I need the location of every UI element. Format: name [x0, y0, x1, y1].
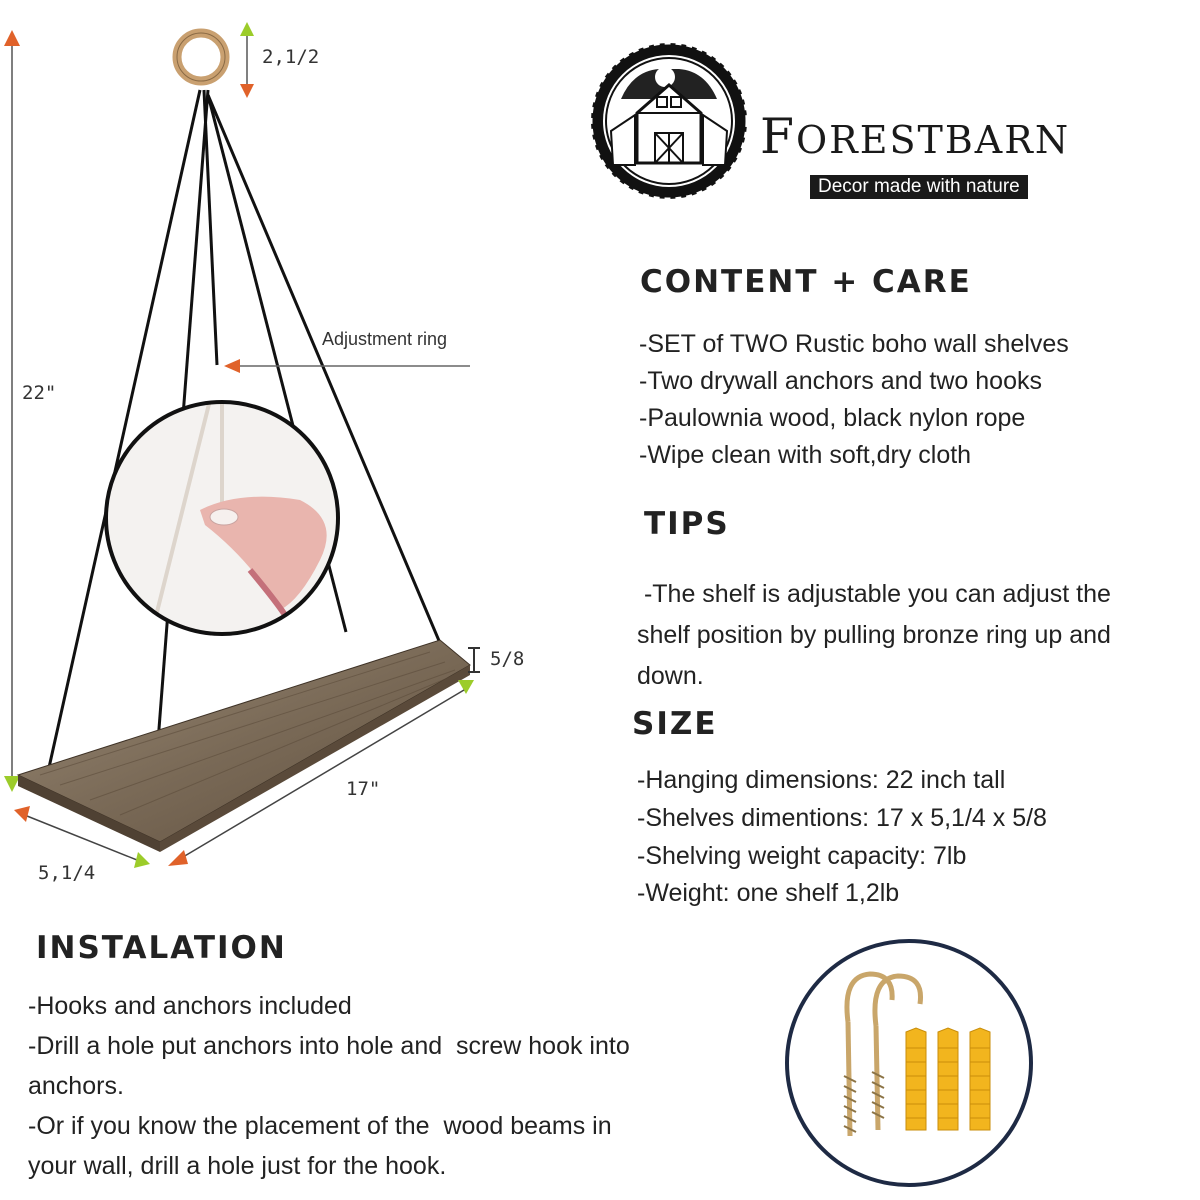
installation-line: your wall, drill a hole just for the hook.: [28, 1152, 447, 1180]
installation-line: anchors.: [28, 1072, 124, 1100]
ring-height-dimension: [240, 22, 254, 98]
wooden-ring-icon: [177, 33, 225, 81]
hardware-detail-circle: [782, 936, 1036, 1190]
size-item: -Shelves dimentions: 17 x 5,1/4 x 5/8: [637, 804, 1047, 832]
content-care-item: -Paulownia wood, black nylon rope: [639, 404, 1026, 432]
content-care-item: -SET of TWO Rustic boho wall shelves: [639, 330, 1069, 358]
installation-line: -Hooks and anchors included: [28, 992, 352, 1020]
size-item: -Shelving weight capacity: 7lb: [637, 842, 967, 870]
wall-anchor-icon: [970, 1028, 990, 1130]
length-label: 17": [346, 778, 381, 800]
total-height-label: 22": [22, 382, 57, 404]
tips-line: shelf position by pulling bronze ring up and: [637, 621, 1111, 649]
brand-tagline: Decor made with nature: [810, 175, 1028, 199]
installation-line: -Drill a hole put anchors into hole and screw hook into: [28, 1032, 630, 1060]
barn-logo-icon: [588, 40, 750, 202]
installation-line: -Or if you know the placement of the wood beams in: [28, 1112, 612, 1140]
installation-heading: INSTALATION: [36, 930, 287, 966]
adjustment-ring-arrow: [224, 359, 470, 373]
zoom-detail-circle: [100, 400, 350, 640]
tips-line: -The shelf is adjustable you can adjust the: [637, 580, 1111, 608]
wall-anchor-icon: [938, 1028, 958, 1130]
brand-name: FORESTBARN: [760, 108, 1071, 165]
size-heading: SIZE: [632, 706, 718, 742]
tips-line: down.: [637, 662, 704, 690]
size-item: -Weight: one shelf 1,2lb: [637, 879, 900, 907]
ring-height-label: 2,1/2: [262, 46, 320, 68]
brand-name-text: ORESTBARN: [796, 118, 1071, 162]
content-care-heading: CONTENT + CARE: [640, 264, 972, 300]
height-dimension-line: [4, 30, 20, 792]
tips-heading: TIPS: [644, 506, 730, 542]
depth-label: 5,1/4: [38, 862, 96, 884]
content-care-item: -Two drywall anchors and two hooks: [639, 367, 1042, 395]
wall-anchor-icon: [906, 1028, 926, 1130]
shelf-diagram: [0, 0, 600, 900]
content-care-item: -Wipe clean with soft,dry cloth: [639, 441, 972, 469]
thickness-label: 5/8: [490, 648, 525, 670]
adjustment-ring-label: Adjustment ring: [322, 329, 448, 349]
size-item: -Hanging dimensions: 22 inch tall: [637, 766, 1006, 794]
